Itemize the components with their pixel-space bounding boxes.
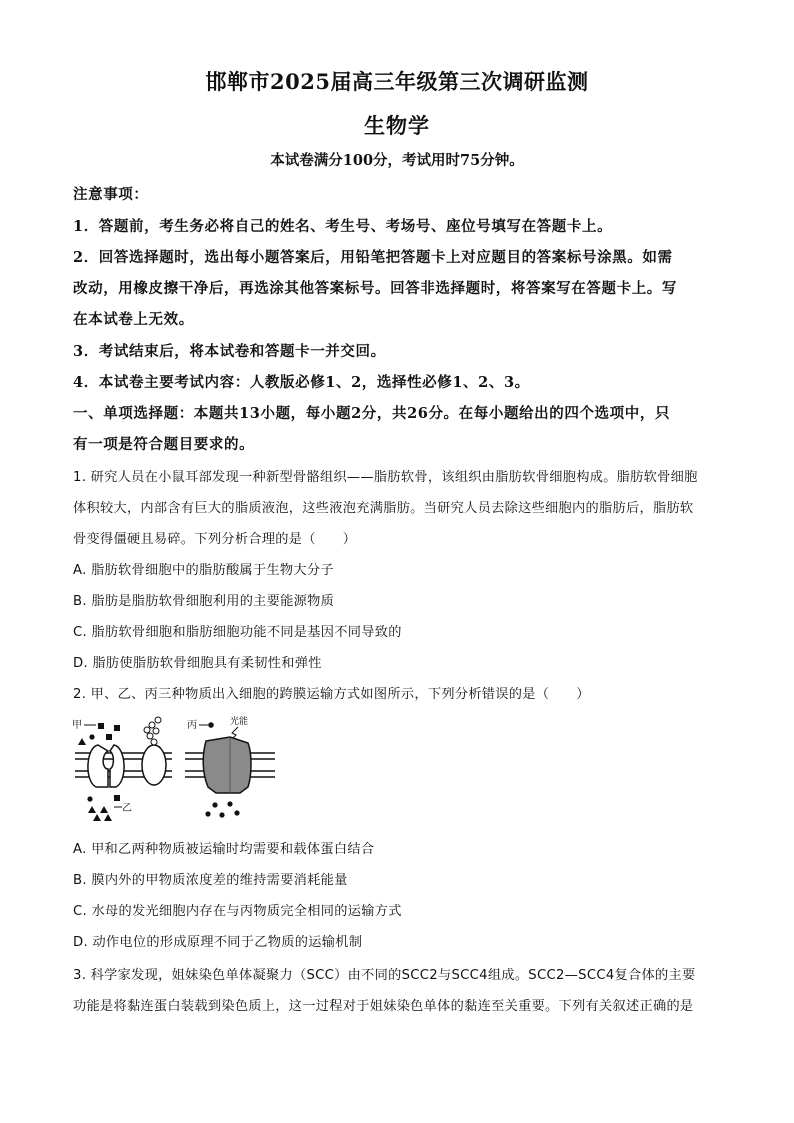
- section-heading-line-1: 一、单项选择题：本题共13小题，每小题2分，共26分。在每小题给出的四个选项中，只: [73, 405, 671, 422]
- label-bing: 丙: [187, 720, 197, 731]
- notice-item-1: 1．答题前，考生务必将自己的姓名、考生号、考场号、座位号填写在答题卡上。: [73, 218, 613, 235]
- notice-item-4: 4．本试卷主要考试内容：人教版必修1、2，选择性必修1、2、3。: [73, 374, 530, 391]
- q1-stem-line-1: 1. 研究人员在小鼠耳部发现一种新型骨骼组织——脂肪软骨，该组织由脂肪软骨细胞构成。脂肪软骨细胞: [73, 470, 698, 485]
- membrane-transport-figure: [70, 715, 280, 825]
- notice-heading: 注意事项：: [73, 186, 149, 203]
- q2-stem: 2. 甲、乙、丙三种物质出入细胞的跨膜运输方式如图所示，下列分析错误的是（ ）: [73, 687, 590, 702]
- q2-option-c: C. 水母的发光细胞内存在与丙物质完全相同的运输方式: [73, 904, 402, 919]
- q2-option-b: B. 膜内外的甲物质浓度差的维持需要消耗能量: [73, 873, 348, 888]
- subject-title: 生物学: [364, 113, 430, 138]
- section-heading-line-2: 有一项是符合题目要求的。: [73, 436, 255, 453]
- q3-stem-line-2: 功能是将黏连蛋白装载到染色质上，这一过程对于姐妹染色单体的黏连至关重要。下列有关叙述正确的是: [73, 999, 694, 1014]
- q1-option-c: C. 脂肪软骨细胞和脂肪细胞功能不同是基因不同导致的: [73, 625, 402, 640]
- notice-item-3: 3．考试结束后，将本试卷和答题卡一并交回。: [73, 343, 386, 360]
- q1-stem-line-2: 体积较大，内部含有巨大的脂质液泡，这些液泡充满脂肪。当研究人员去除这些细胞内的脂肪后，脂肪软: [73, 501, 694, 516]
- label-light: 光能: [230, 717, 249, 727]
- exam-title: 邯郸市2025届高三年级第三次调研监测: [205, 69, 589, 94]
- notice-item-2-line-3: 在本试卷上无效。: [73, 311, 194, 328]
- q2-option-a: A. 甲和乙两种物质被运输时均需要和载体蛋白结合: [73, 842, 375, 857]
- notice-item-2-line-1: 2．回答选择题时，选出每小题答案后，用铅笔把答题卡上对应题目的答案标号涂黑。如需: [73, 249, 673, 266]
- label-yi: 乙: [122, 803, 132, 814]
- exam-info: 本试卷满分100分，考试用时75分钟。: [270, 152, 524, 169]
- q1-option-b: B. 脂肪是脂肪软骨细胞利用的主要能源物质: [73, 594, 335, 609]
- q1-stem-line-3: 骨变得僵硬且易碎。下列分析合理的是（ ）: [73, 532, 357, 547]
- label-jia: 甲: [72, 720, 82, 731]
- q1-option-a: A. 脂肪软骨细胞中的脂肪酸属于生物大分子: [73, 563, 334, 578]
- notice-item-2-line-2: 改动，用橡皮擦干净后，再选涂其他答案标号。回答非选择题时，将答案写在答题卡上。写: [73, 280, 677, 297]
- q3-stem-line-1: 3. 科学家发现，姐妹染色单体凝聚力（SCC）由不同的SCC2与SCC4组成。SCC2—SCC4复合体的主要: [73, 968, 696, 983]
- q1-option-d: D. 脂肪使脂肪软骨细胞具有柔韧性和弹性: [73, 656, 322, 671]
- q2-option-d: D. 动作电位的形成原理不同于乙物质的运输机制: [73, 935, 363, 950]
